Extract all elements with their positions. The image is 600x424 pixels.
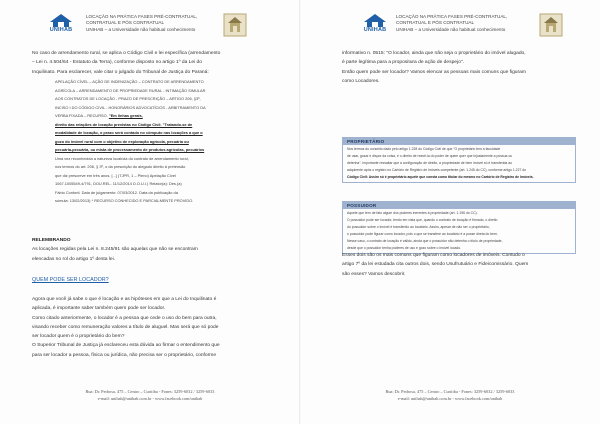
quote-line: APELAÇÃO CÍVEL – AÇÃO DE INDENIZAÇÃO – CONTRATO DE ARRENDAMENTO <box>55 79 204 84</box>
intro-line: Inquilinato. Para esclarecer, vale citar o julgado do Tribunal de Justiça do Paraná: <box>32 69 209 75</box>
body-paragraph-2 <box>32 295 272 360</box>
right-page <box>300 0 600 424</box>
body-line: é parte legítima para a propositura de ação de despejo". <box>342 60 464 66</box>
possuidor-box <box>342 201 576 254</box>
box-line: adquirente após o registro no Cartório de Registro de Imóveis competente (art. 1.245 do CC), conforme artigo 1.227 do <box>347 168 527 172</box>
institution-crest-icon <box>538 12 564 38</box>
box-line: O possuidor pode ser locador, tendo em vista que, quando o contrato de locação é firmado, o direito <box>347 218 498 222</box>
quote-line: AOS CONTRATOS DE LOCAÇÃO - PRAZO DE PRESCRIÇÃO – ARTIGO 206, §3º, <box>55 96 201 101</box>
header-line-1: LOCAÇÃO NA PRÁTICA FASES PRÉ-CONTRATUAL, <box>396 14 508 19</box>
relembrando-section <box>32 236 272 264</box>
quote-line: INCISO I DO CÓDIGO CIVIL - HONORÁRIOS ADVOCATÍCIOS - ARBITRAMENTO DA <box>55 104 206 110</box>
footer-address: Rua: Dr. Pedrosa, 475 – Centro – Curitiba - Fones: 3259-6032 / 3259-6033 <box>85 389 215 394</box>
court-quote <box>55 78 270 206</box>
quote-line: 1067.1005549-4/791, DOU.REL- 11/12/2014 D.O.U.I.) Relator(a): Des.(a) <box>55 181 182 186</box>
quote-line: que diz prescreve em três anos. [...] (TJPR, 1 – Pleno) Apelação Cível <box>55 172 176 178</box>
body-line: Como citado anteriormente, o locador é a pessoa que cede o uso do bem para outra, <box>32 315 217 321</box>
quote-line: nos termos do art. 206, § 3º, o da prescrição do alegado direito à pretensão <box>55 164 186 169</box>
box-line: Nos termos do conceito dado pelo artigo 1.228 do Código Civil de que "O proprietário tem a faculdade <box>347 147 501 151</box>
relembrando-line: As locações regidas pela Lei n. 8.245/91 são aquelas que não se encontram <box>32 247 198 253</box>
unihab-logo-text: UNIHAB <box>49 27 73 33</box>
body-line: Então quem pode ser locador? Vamos elencar as pessoas mais comuns que figuram <box>342 69 526 75</box>
unihab-logo-text: UNIHAB <box>363 27 387 33</box>
intro-paragraph <box>32 49 272 77</box>
relembrando-title: RELEMBRANDO <box>32 238 71 243</box>
page-footer <box>300 389 600 402</box>
body-line: para ser locador a pessoa, física ou jurídica, não precisa ser o proprietário, conforme <box>32 352 217 358</box>
right-closing-paragraph <box>342 251 582 279</box>
box-line: de usar, gozar e dispor da coisa, e o direito de reavê-la do poder de quem quer que injustamente a possua ou <box>347 154 513 158</box>
question-heading-wrap <box>32 276 272 285</box>
page-header <box>86 14 197 33</box>
header-line-1: LOCAÇÃO NA PRÁTICA FASES PRÉ-CONTRATUAL, <box>86 14 198 19</box>
box-line: desde que o possuidor tenha poderes de uso e gozo sobre o imóvel locado. <box>347 246 462 250</box>
quote-line-underlined: direito das relações de locação previstas no Código Civil. "Tratando-se de <box>55 121 193 127</box>
body-line: aplicada, é importante saber também quem pode ser locador. <box>32 306 166 312</box>
unihab-logo <box>362 13 388 35</box>
possuidor-content <box>343 209 575 253</box>
header-line-3: UNIHAB – a Universidade não habitual conhecimento <box>396 26 506 32</box>
section-heading-quem-pode-ser-locador: QUEM PODE SER LOCADOR? <box>32 277 109 283</box>
right-intro-paragraph <box>342 49 582 86</box>
header-line-3: UNIHAB – a Universidade não habitual conhecimento <box>86 26 196 32</box>
unihab-house-icon <box>362 13 388 28</box>
body-line: O Superior Tribunal de Justiça já esclareceu esta dúvida ao firmar o entendimento que <box>32 343 220 349</box>
relembrando-line: elencadas no rol do artigo 1º desta lei. <box>32 256 116 262</box>
intro-line: – Lei n. 4.504/64 - Estatuto da Terra), conforme disposto no artigo 1º da Lei do <box>32 60 202 66</box>
box-line: Aquele que tem de fato algum dos poderes inerentes à propriedade (art. 1.196 do CC). <box>347 211 478 215</box>
box-line: o possuidor pode figurar como locador, pois o que se transfere ao locatário é a posse direta do bem. <box>347 232 498 236</box>
box-line: Nesse caso, o contrato de locação é válido, ainda que o possuidor não detenha o título de propriedade, <box>347 239 503 243</box>
quote-line: súmula: 13/02/2013) * RECURSO CONHECIDO E PARCIALMENTE PROVIDO. <box>55 198 194 203</box>
box-line-bold: Código Civil: Assim só é proprietário aquele que consta como titular do mesmo no Cartório de Registro de Imóveis. <box>347 175 534 179</box>
header-line-2: CONTRATUAL E PÓS CONTRATUAL <box>86 20 165 26</box>
quote-line: Uma vez reconhecida a natureza locatícia do contrato de arrendamento rural, <box>55 155 189 161</box>
proprietario-box <box>342 137 576 183</box>
unihab-house-icon <box>48 13 74 28</box>
body-line: Agora que você já sabe o que é locação e as hipóteses em que a Lei do Inquilinato é <box>32 297 217 302</box>
proprietario-title: PROPRIETÁRIO <box>343 138 575 145</box>
quote-line: VERBA FIXADA – RECURSO. <box>55 113 108 118</box>
page-header <box>396 14 507 33</box>
intro-line: No caso de arrendamento rural, se aplica o Código Civil e lei específica (arrendamento <box>32 51 221 56</box>
quote-line-underlined: gozo do imóvel rural com o objetivo de exploração agrícola, pecuária ou <box>55 138 189 144</box>
body-line: ser locador quem é o proprietário do bem? <box>32 334 125 340</box>
unihab-logo <box>48 13 74 35</box>
institution-crest-icon <box>222 12 248 38</box>
quote-line-underlined: modalidade de locação, o prazo será contado no cômputo nas locações a que o <box>55 130 203 135</box>
box-line: detenha". Importante ressaltar que a configuração de direito, a propriedade de bem imóvel só é transferida ao <box>347 161 512 165</box>
possuidor-title: POSSUIDOR <box>343 202 575 209</box>
footer-address: Rua: Dr. Pedrosa, 475 – Centro – Curitiba - Fones: 3259-6032 / 3259-6033 <box>385 389 515 394</box>
proprietario-content <box>343 145 575 182</box>
header-line-2: CONTRATUAL E PÓS CONTRATUAL <box>396 20 475 26</box>
quote-highlight: "Em linhas gerais, <box>108 113 143 118</box>
quote-line: AGRÍCOLA – ARRENDAMENTO DE PROPRIEDADE RURAL - INTIMAÇÃO SIMULAR <box>55 87 206 93</box>
quote-line-underlined: pecuária-pecuária, ou mista de processamento de produtos agrícolas, pecuários <box>55 147 205 152</box>
body-line: Esses dois são os mais comuns que figuram como locadores de imóveis. Contudo o <box>342 253 525 258</box>
quote-line: Fábio Conforti. Data de julgamento: 07/03/2012. Data da publicação da <box>55 189 178 195</box>
body-line: informativo n. 0515: "O locador, ainda que não seja o proprietário do imóvel alugado, <box>342 51 526 56</box>
footer-contact: e-mail: unihab@unihab.com.br - www.facebook.com/unihab <box>97 395 203 401</box>
body-line: visando receber como remuneração valores a título de aluguel. Mas será que só pode <box>32 324 219 330</box>
page-footer <box>0 389 300 402</box>
body-line: são esses? Vamos descobrir. <box>342 271 406 277</box>
box-line: do possuidor sobre o imóvel é transferido ao locatário. Assim, apesar de não ser o proprietário, <box>347 225 490 229</box>
body-line: como Locadores. <box>342 78 380 84</box>
body-line: artigo 7º da lei estudada cita outros dois, sendo Usufrutuário e Fideicomissário. Quem <box>342 262 529 268</box>
footer-contact: e-mail: unihab@unihab.com.br - www.facebook.com/unihab <box>397 395 503 401</box>
